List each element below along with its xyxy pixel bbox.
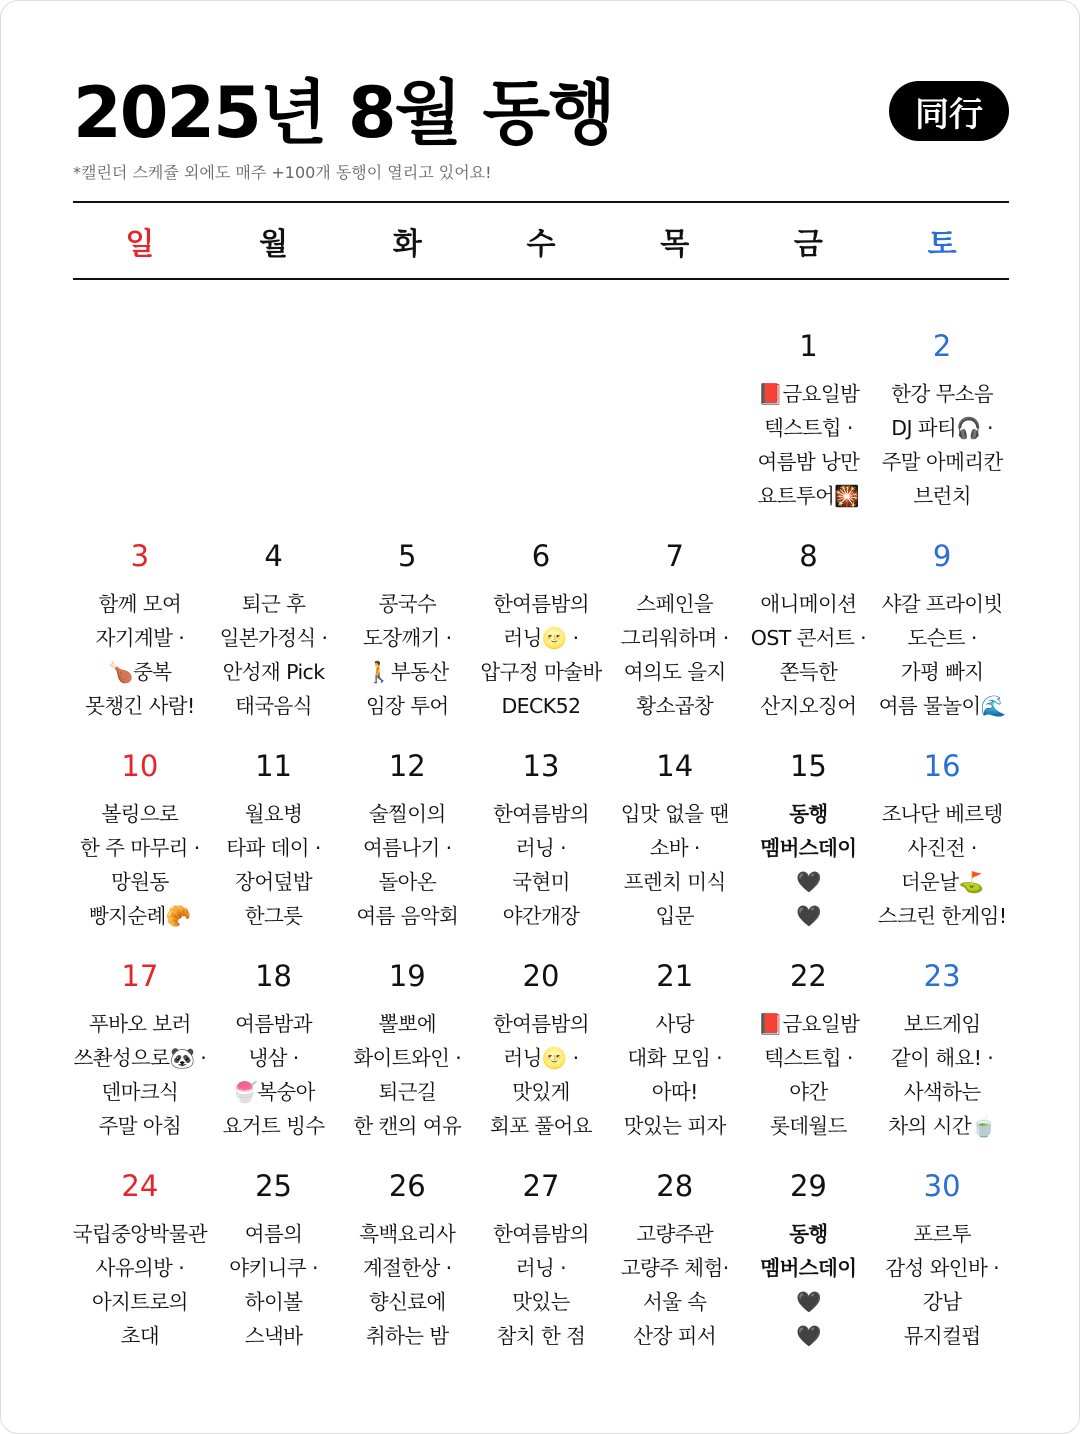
day-number: 18 <box>255 959 293 993</box>
day-events: 입맛 없을 땐 소바 · 프렌치 미식 입문 <box>620 802 729 928</box>
day-number: 5 <box>398 539 417 573</box>
calendar-day-cell[interactable] <box>340 741 474 951</box>
weekday-sun: 일 <box>125 226 155 262</box>
calendar-day-cell[interactable] <box>742 1161 876 1371</box>
day-events: 📕금요일밤 텍스트힙 · 야간 롯데월드 <box>757 1012 860 1138</box>
calendar-day-cell[interactable] <box>608 531 742 741</box>
day-events: 포르투 감성 와인바 · 강남 뮤지컬펍 <box>885 1222 1000 1348</box>
day-number: 13 <box>522 749 560 783</box>
day-events: 동행 멤버스데이 🖤 🖤 <box>760 1222 857 1348</box>
day-events: 사당 대화 모임 · 아따! 맛있는 피자 <box>623 1012 726 1138</box>
day-number: 24 <box>121 1169 159 1203</box>
day-number: 30 <box>923 1169 961 1203</box>
calendar-day-cell[interactable] <box>608 741 742 951</box>
day-number: 14 <box>656 749 694 783</box>
subtitle-note: *캘린더 스케쥴 외에도 매주 +100개 동행이 열리고 있어요! <box>73 163 492 182</box>
day-number: 15 <box>789 749 827 783</box>
day-number: 4 <box>264 539 283 573</box>
calendar-day-cell[interactable] <box>207 951 341 1161</box>
day-events: 볼링으로 한 주 마무리 · 망원동 빵지순례🥐 <box>80 802 200 928</box>
calendar-empty-cell <box>73 321 207 531</box>
calendar-day-cell[interactable] <box>742 321 876 531</box>
calendar-day-cell[interactable] <box>207 531 341 741</box>
calendar-day-cell[interactable] <box>474 531 608 741</box>
day-events: 흑백요리사 계절한상 · 향신료에 취하는 밤 <box>359 1222 456 1348</box>
calendar-empty-cell <box>340 321 474 531</box>
day-number: 6 <box>531 539 551 573</box>
day-events: 한여름밤의 러닝 · 국현미 야간개장 <box>492 802 589 928</box>
day-number: 16 <box>923 749 961 783</box>
day-number: 1 <box>799 329 818 363</box>
calendar-day-cell[interactable] <box>875 951 1009 1161</box>
calendar-day-cell[interactable] <box>207 1161 341 1371</box>
day-number: 7 <box>665 539 684 573</box>
weekday-mon: 월 <box>259 226 289 262</box>
day-events: 뽈뽀에 화이트와인 · 퇴근길 한 캔의 여유 <box>353 1012 462 1138</box>
day-events: 동행 멤버스데이 🖤 🖤 <box>760 802 857 928</box>
day-number: 25 <box>255 1169 293 1203</box>
day-number: 10 <box>121 749 159 783</box>
day-events: 한여름밤의 러닝🌝 · 압구정 마술바 DECK52 <box>480 592 602 718</box>
day-events: 한여름밤의 러닝 · 맛있는 참치 한 점 <box>492 1222 589 1348</box>
day-events: 여름의 야키니쿠 · 하이볼 스낵바 <box>229 1222 318 1348</box>
calendar-day-cell[interactable] <box>875 1161 1009 1371</box>
brand-badge: 同行 <box>889 81 1009 141</box>
calendar-day-cell[interactable] <box>742 741 876 951</box>
weekday-tue: 화 <box>392 226 422 262</box>
day-number: 12 <box>388 749 426 783</box>
calendar-day-cell[interactable] <box>73 741 207 951</box>
day-events: 보드게임 같이 해요! · 사색하는 차의 시간🍵 <box>888 1012 996 1138</box>
day-events: 국립중앙박물관 사유의방 · 아지트로의 초대 <box>72 1222 208 1348</box>
day-number: 27 <box>522 1169 560 1203</box>
calendar-day-cell[interactable] <box>207 741 341 951</box>
day-number: 19 <box>388 959 426 993</box>
day-number: 29 <box>789 1169 827 1203</box>
day-events: 콩국수 도장깨기 · 🚶부동산 임장 투어 <box>362 592 452 718</box>
weekday-header <box>73 203 1009 278</box>
day-events: 퇴근 후 일본가정식 · 안성재 Pick 태국음식 <box>219 592 328 718</box>
calendar-day-cell[interactable] <box>474 1161 608 1371</box>
calendar-day-cell[interactable] <box>340 1161 474 1371</box>
calendar-day-cell[interactable] <box>73 951 207 1161</box>
calendar-day-cell[interactable] <box>340 531 474 741</box>
day-events: 한강 무소음 DJ 파티🎧 · 주말 아메리칸 브런치 <box>881 382 1003 508</box>
calendar-day-cell[interactable] <box>608 951 742 1161</box>
calendar-day-cell[interactable] <box>742 951 876 1161</box>
header-divider-bottom <box>73 278 1009 280</box>
weekday-wed: 수 <box>526 226 556 262</box>
day-number: 11 <box>255 749 293 783</box>
day-number: 22 <box>789 959 827 993</box>
calendar-day-cell[interactable] <box>875 321 1009 531</box>
day-events: 함께 모여 자기계발 · 🍗중복 못챙긴 사람! <box>85 592 195 718</box>
day-events: 술찔이의 여름나기 · 돌아온 여름 음악회 <box>356 802 459 928</box>
day-events: 월요병 타파 데이 · 장어덮밥 한그릇 <box>226 802 321 928</box>
day-events: 고량주관 고량주 체험· 서울 속 산장 피서 <box>620 1222 729 1348</box>
day-events: 한여름밤의 러닝🌝 · 맛있게 회포 풀어요 <box>490 1012 592 1138</box>
weekday-fri: 금 <box>793 226 823 262</box>
day-number: 3 <box>130 539 150 573</box>
weekday-thu: 목 <box>660 226 690 262</box>
page-title: 2025년 8월 동행 <box>73 72 614 154</box>
day-events: 샤갈 프라이빗 도슨트 · 가평 빠지 여름 물놀이🌊 <box>878 592 1006 718</box>
calendar-day-cell[interactable] <box>73 531 207 741</box>
day-number: 8 <box>799 539 818 573</box>
calendar-day-cell[interactable] <box>875 741 1009 951</box>
calendar-empty-cell <box>207 321 341 531</box>
day-number: 9 <box>932 539 952 573</box>
calendar-day-cell[interactable] <box>474 951 608 1161</box>
day-number: 21 <box>656 959 694 993</box>
day-events: 스페인을 그리워하며 · 여의도 을지 황소곱창 <box>620 592 729 718</box>
weekday-sat: 토 <box>927 226 957 262</box>
calendar-grid <box>73 321 1009 1371</box>
day-events: 애니메이션 OST 콘서트 · 쫀득한 산지오징어 <box>750 592 867 718</box>
calendar-day-cell[interactable] <box>608 1161 742 1371</box>
calendar-empty-cell <box>608 321 742 531</box>
day-number: 26 <box>388 1169 426 1203</box>
day-number: 20 <box>522 959 560 993</box>
day-events: 여름밤과 냉삼 · 🍧복숭아 요거트 빙수 <box>222 1012 325 1138</box>
day-number: 2 <box>932 329 952 363</box>
day-events: 푸바오 보러 쓰촨성으로🐼 · 덴마크식 주말 아침 <box>73 1012 207 1138</box>
calendar-day-cell[interactable] <box>474 741 608 951</box>
calendar-empty-cell <box>474 321 608 531</box>
calendar-day-cell[interactable] <box>875 531 1009 741</box>
day-number: 28 <box>656 1169 694 1203</box>
day-events: 📕금요일밤 텍스트힙 · 여름밤 낭만 요트투어🎇 <box>757 382 860 508</box>
calendar-day-cell[interactable] <box>340 951 474 1161</box>
calendar-day-cell[interactable] <box>73 1161 207 1371</box>
day-events: 조나단 베르텡 사진전 · 더운날⛳ 스크린 한게임! <box>877 802 1007 928</box>
day-number: 23 <box>923 959 961 993</box>
calendar-day-cell[interactable] <box>742 531 876 741</box>
day-number: 17 <box>121 959 159 993</box>
